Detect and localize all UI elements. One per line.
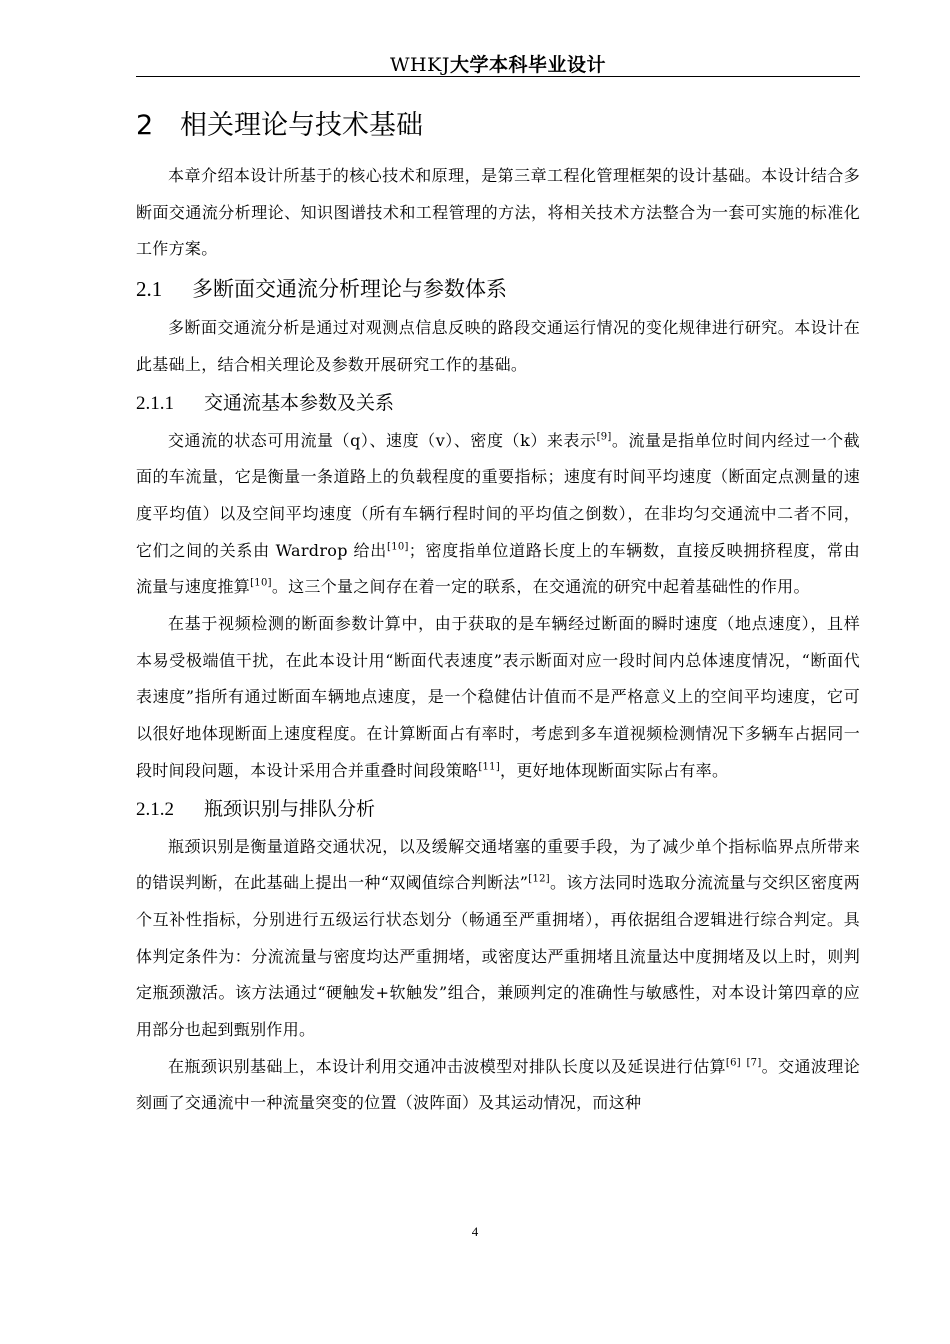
citation-ref: [12]	[528, 873, 550, 885]
page-body	[136, 104, 860, 1122]
subsection-number: 2.1.1	[136, 392, 174, 414]
text-run: 瓶颈识别是衡量道路交通状况，以及缓解交通堵塞的重要手段，为了减少单个指标临界点所带来的错误判断，在此基础上提出一种“双阈值综合判断法”	[136, 836, 860, 893]
citation-ref: [9]	[596, 431, 612, 443]
text-run: 在瓶颈识别基础上，本设计利用交通冲击波模型对排队长度以及延误进行估算	[168, 1056, 726, 1076]
paragraph-section-speed	[136, 606, 860, 790]
header-prefix: WHKJ	[390, 54, 450, 76]
text-run: ；密度指单位道路长度上的车辆数，直接反映拥挤程度，常由流量与速度推算	[136, 540, 860, 597]
text-run: 交通流的状态可用流量（q）、速度（v）、密度（k）来表示	[168, 430, 597, 450]
subsection-title: 交通流基本参数及关系	[204, 391, 395, 414]
subsection-title: 瓶颈识别与排队分析	[204, 797, 376, 820]
page-number: 4	[471, 1224, 479, 1239]
subsection-number: 2.1.2	[136, 798, 174, 820]
section-title: 多断面交通流分析理论与参数体系	[192, 277, 507, 302]
chapter-title: 相关理论与技术基础	[180, 110, 423, 141]
text-run: 。该方法同时选取分流流量与交织区密度两个互补性指标，分别进行五级运行状态划分（畅通至严重拥堵），再依据组合逻辑进行综合判定。具体判定条件为：分流流量与密度均达严重拥堵，或密度达严重拥堵且流量达中度拥堵及以上时，则判定瓶颈激活。该方法通过“硬触发+软触发”组合，兼顾判定的准确性与敏感性，对本设计第四章的应用部分也起到甄别作用。	[136, 873, 860, 1040]
text-run: 。交通波理论刻画了交通流中一种流量突变的位置（波阵面）及其运动情况，而这种	[136, 1056, 860, 1113]
section-number: 2.1	[136, 277, 163, 302]
chapter-intro-paragraph: 本章介绍本设计所基于的核心技术和原理，是第三章工程化管理框架的设计基础。本设计结合多断面交通流分析理论、知识图谱技术和工程管理的方法，将相关技术方法整合为一套可实施的标准化工作方案。	[136, 166, 860, 259]
paragraph-queue-analysis	[136, 1049, 860, 1122]
paragraph-bottleneck-identification	[136, 829, 860, 1049]
subsection-2-1-2-heading	[136, 792, 860, 827]
citation-ref: [10]	[250, 578, 272, 589]
chapter-number: 2	[136, 110, 154, 141]
subsection-2-1-1-heading	[136, 386, 860, 421]
text-run: 。流量是指单位时间内经过一个截面的车流量，它是衡量一条道路上的负载程度的重要指标；速度有时间平均速度（断面定点测量的速度平均值）以及空间平均速度（所有车辆行程时间的平均值之倒数），在非均匀交通流中二者不同，它们之间的关系由 Wardrop 给出	[136, 430, 860, 560]
text-run: 在基于视频检测的断面参数计算中，由于获取的是车辆经过断面的瞬时速度（地点速度），且样本易受极端值干扰，在此本设计用“断面代表速度”表示断面对应一段时间内总体速度情况，“断面代表速度”指所有通过断面车辆地点速度，是一个稳健估计值而不是严格意义上的空间平均速度，它可以很好地体现断面上速度程度。在计算断面占有率时，考虑到多车道视频检测情况下多辆车占据同一段时间段问题，本设计采用合并重叠时间段策略	[136, 614, 860, 780]
section-2-1-heading	[136, 270, 860, 308]
section-2-1-paragraph: 多断面交通流分析是通过对观测点信息反映的路段交通运行情况的变化规律进行研究。本设计在此基础上，结合相关理论及参数开展研究工作的基础。	[136, 318, 860, 374]
paragraph-traffic-parameters	[136, 423, 860, 607]
chapter-heading	[136, 104, 860, 148]
header-title: 大学本科毕业设计	[449, 54, 606, 76]
citation-ref: [6]	[725, 1057, 741, 1069]
header-rule	[136, 76, 860, 77]
citation-ref: [11]	[478, 761, 501, 773]
citation-ref: [10]	[387, 541, 409, 553]
citation-ref: [7]	[746, 1057, 762, 1069]
text-run: 。这三个量之间存在着一定的联系，在交通流的研究中起着基础性的作用。	[271, 577, 810, 597]
page-header	[136, 50, 860, 77]
text-run: ，更好地体现断面实际占有率。	[500, 760, 729, 780]
